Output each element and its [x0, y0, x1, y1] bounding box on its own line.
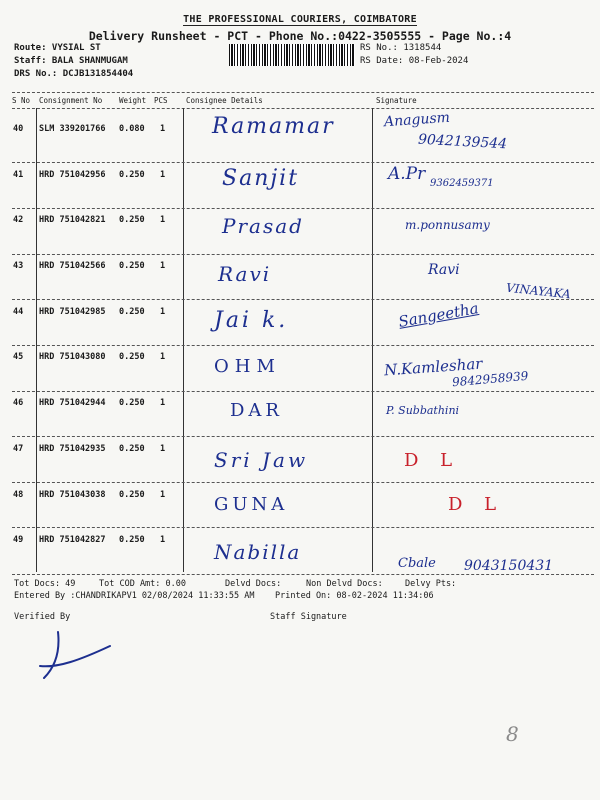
total-cod-amount: Tot COD Amt: 0.00 — [99, 579, 186, 589]
col-sno: S No — [12, 96, 31, 105]
company-name: THE PROFESSIONAL COURIERS, COIMBATORE — [183, 14, 417, 25]
row-divider — [12, 391, 594, 392]
entered-by: Entered By :CHANDRIKAPV1 02/08/2024 11:33:55 AM — [14, 591, 255, 601]
consignee-handwriting: Jai k. — [214, 308, 289, 333]
runsheet-title: Delivery Runsheet - PCT - Phone No.:0422-3505555 - Page No.:4 — [88, 29, 512, 43]
row-sno: 48 — [13, 490, 24, 500]
row-sno: 43 — [13, 261, 24, 271]
row-weight: 0.250 — [119, 490, 145, 500]
staff-label: Staff: BALA SHANMUGAM — [14, 56, 128, 66]
row-weight: 0.250 — [119, 261, 145, 271]
row-sno: 49 — [13, 535, 24, 545]
row-pcs: 1 — [160, 307, 166, 317]
row-divider — [12, 345, 594, 346]
row-divider — [12, 162, 594, 163]
separator — [372, 108, 373, 572]
signature-handwriting: D L — [448, 494, 505, 515]
delivery-points: Delvy Pts: — [405, 579, 457, 589]
row-sno: 47 — [13, 444, 24, 454]
row-divider — [12, 208, 594, 209]
rs-number: RS No.: 1318544 — [360, 43, 442, 53]
row-divider — [12, 482, 594, 483]
rs-date: RS Date: 08-Feb-2024 — [360, 56, 469, 66]
phone-handwriting: 9362459371 — [430, 178, 494, 189]
total-docs: Tot Docs: 49 — [14, 579, 76, 589]
consignee-handwriting: Ramamar — [212, 114, 335, 139]
row-pcs: 1 — [160, 535, 166, 545]
non-delivered-docs: Non Delvd Docs: — [306, 579, 383, 589]
margin-note-handwriting: VINAYAKA — [505, 280, 572, 302]
row-sno: 42 — [13, 215, 24, 225]
row-consignment: HRD 751042935 — [39, 444, 106, 454]
consignee-handwriting: OHM — [214, 356, 281, 377]
row-consignment: HRD 751042944 — [39, 398, 106, 408]
phone-handwriting: 9842958939 — [451, 368, 529, 390]
col-weight: Weight — [119, 96, 147, 105]
phone-handwriting: 9043150431 — [464, 558, 554, 574]
header-divider — [12, 92, 594, 93]
col-signature: Signature — [376, 96, 417, 105]
row-pcs: 1 — [160, 215, 166, 225]
row-sno: 41 — [13, 170, 24, 180]
staff-signature-label: Staff Signature — [270, 612, 347, 622]
signature-handwriting: Anagusm — [383, 109, 451, 131]
table-bottom-line — [12, 574, 594, 575]
consignee-handwriting: Nabilla — [214, 540, 302, 564]
barcode — [229, 44, 355, 66]
row-weight: 0.250 — [119, 307, 145, 317]
row-consignment: HRD 751043080 — [39, 352, 106, 362]
separator — [183, 108, 184, 572]
row-weight: 0.080 — [119, 124, 145, 134]
signature-handwriting: P. Subbathini — [386, 404, 460, 417]
row-weight: 0.250 — [119, 352, 145, 362]
row-pcs: 1 — [160, 124, 166, 134]
row-weight: 0.250 — [119, 535, 145, 545]
route-label: Route: VYSIAL ST — [14, 43, 101, 53]
row-sno: 46 — [13, 398, 24, 408]
row-sno: 44 — [13, 307, 24, 317]
row-weight: 0.250 — [119, 170, 145, 180]
row-consignment: HRD 751042566 — [39, 261, 106, 271]
row-consignment: HRD 751042956 — [39, 170, 106, 180]
header-bottom-line — [12, 108, 594, 109]
row-weight: 0.250 — [119, 215, 145, 225]
row-divider — [12, 254, 594, 255]
consignee-handwriting: Ravi — [218, 262, 272, 286]
row-pcs: 1 — [160, 398, 166, 408]
col-pcs: PCS — [154, 96, 168, 105]
printed-on: Printed On: 08-02-2024 11:34:06 — [275, 591, 434, 601]
consignee-handwriting: Prasad — [222, 214, 304, 238]
row-sno: 40 — [13, 124, 24, 134]
signature-handwriting: N.Kamleshar — [383, 354, 483, 380]
row-pcs: 1 — [160, 170, 166, 180]
row-pcs: 1 — [160, 444, 166, 454]
separator — [36, 108, 37, 572]
row-divider — [12, 436, 594, 437]
consignee-handwriting: GUNA — [214, 494, 289, 515]
page-mark-handwriting: 8 — [506, 722, 519, 746]
row-pcs: 1 — [160, 261, 166, 271]
row-divider — [12, 527, 594, 528]
row-sno: 45 — [13, 352, 24, 362]
signature-handwriting: Cbale — [398, 556, 436, 571]
col-consignment: Consignment No — [39, 96, 103, 105]
consignee-handwriting: Sanjit — [222, 166, 300, 191]
consignee-handwriting: Sri Jaw — [214, 448, 309, 472]
row-consignment: HRD 751042821 — [39, 215, 106, 225]
row-pcs: 1 — [160, 352, 166, 362]
col-consignee: Consignee Details — [186, 96, 263, 105]
signature-handwriting: Sangeetha — [397, 299, 480, 331]
row-weight: 0.250 — [119, 398, 145, 408]
row-pcs: 1 — [160, 490, 166, 500]
row-consignment: SLM 339201766 — [39, 124, 106, 134]
drs-number: DRS No.: DCJB131854404 — [14, 69, 134, 79]
verified-by-label: Verified By — [14, 612, 71, 622]
delivered-docs: Delvd Docs: — [225, 579, 282, 589]
signature-handwriting: D L — [404, 450, 461, 471]
signature-handwriting: A.Pr — [388, 164, 426, 184]
row-consignment: HRD 751042827 — [39, 535, 106, 545]
row-divider — [12, 299, 594, 300]
row-consignment: HRD 751042985 — [39, 307, 106, 317]
signature-handwriting: Ravi — [428, 262, 460, 278]
phone-handwriting: 9042139544 — [417, 131, 508, 153]
verifier-signature — [36, 626, 116, 684]
row-consignment: HRD 751043038 — [39, 490, 106, 500]
consignee-handwriting: DAR — [230, 400, 283, 421]
row-weight: 0.250 — [119, 444, 145, 454]
signature-handwriting: m.ponnusamy — [405, 218, 490, 232]
